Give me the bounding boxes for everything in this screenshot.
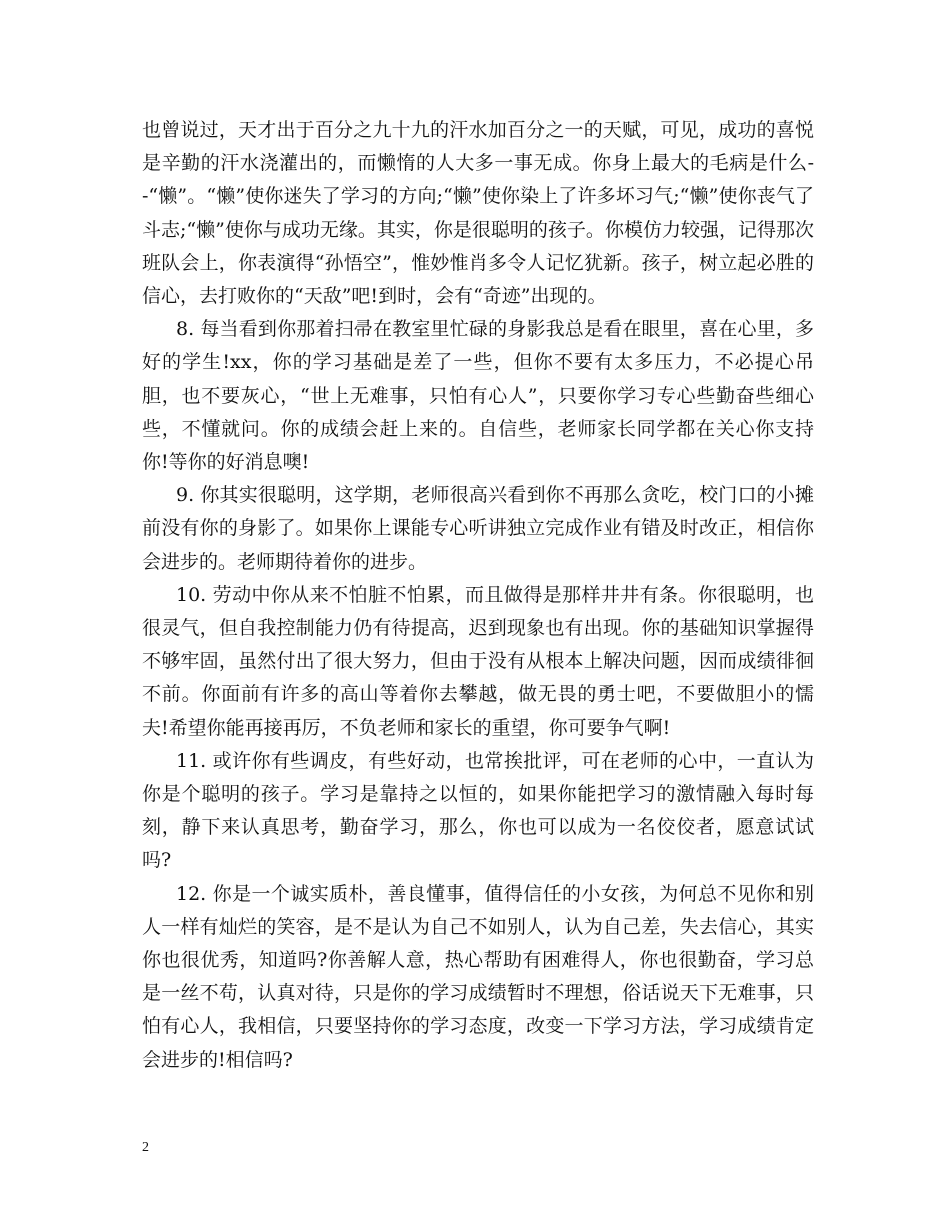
paragraph-item-11: 11. 或许你有些调皮，有些好动，也常挨批评，可在老师的心中，一直认为你是个聪明的孩子。学习是靠持之以恒的，如果你能把学习的激情融入每时每刻，静下来认真思考，勤奋学习，那么，你也可以成为一名佼佼者，愿意试试吗? bbox=[142, 749, 814, 872]
page-number: 2 bbox=[142, 1140, 149, 1155]
paragraph-item-10: 10. 劳动中你从来不怕脏不怕累，而且做得是那样井井有条。你很聪明，也很灵气，但自我控制能力仍有待提高，迟到现象也有出现。你的基础知识掌握得不够牢固，虽然付出了很大努力，但由于没有从根本上解决问题，因而成绩徘徊不前。你面前有许多的高山等着你去攀越，做无畏的勇士吧，不要做胆小的懦夫!希望你能再接再厉，不负老师和家长的重望，你可要争气啊! bbox=[142, 583, 814, 739]
paragraph-item-8: 8. 每当看到你那着扫帚在教室里忙碌的身影我总是看在眼里，喜在心里，多好的学生!xx，你的学习基础是差了一些，但你不要有太多压力，不必提心吊胆，也不要灰心，“世上无难事，只怕有心人”，只要你学习专心些勤奋些细心些，不懂就问。你的成绩会赶上来的。自信些，老师家长同学都在关心你支持你!等你的好消息噢! bbox=[142, 318, 814, 474]
document-body bbox=[142, 114, 814, 1077]
paragraph-continuation: 也曾说过，天才出于百分之九十九的汗水加百分之一的天赋，可见，成功的喜悦是辛勤的汗水浇灌出的，而懒惰的人大多一事无成。你身上最大的毛病是什么--“懒”。“懒”使你迷失了学习的方向;“懒”使你染上了许多坏习气;“懒”使你丧气了斗志;“懒”使你与成功无缘。其实，你是很聪明的孩子。你模仿力较强，记得那次班队会上，你表演得“孙悟空”，惟妙惟肖多令人记忆犹新。孩子，树立起必胜的信心，去打败你的“天敌”吧!到时，会有“奇迹”出现的。 bbox=[142, 119, 814, 308]
paragraph-item-12: 12. 你是一个诚实质朴，善良懂事，值得信任的小女孩，为何总不见你和别人一样有灿烂的笑容，是不是认为自己不如别人，认为自己差，失去信心，其实你也很优秀，知道吗?你善解人意，热心帮助有困难得人，你也很勤奋，学习总是一丝不苟，认真对待，只是你的学习成绩暂时不理想，俗话说天下无难事，只怕有心人，我相信，只要坚持你的学习态度，改变一下学习方法，学习成绩肯定会进步的!相信吗? bbox=[142, 882, 814, 1071]
paragraph-item-9: 9. 你其实很聪明，这学期，老师很高兴看到你不再那么贪吃，校门口的小摊前没有你的身影了。如果你上课能专心听讲独立完成作业有错及时改正，相信你会进步的。老师期待着你的进步。 bbox=[142, 484, 814, 573]
